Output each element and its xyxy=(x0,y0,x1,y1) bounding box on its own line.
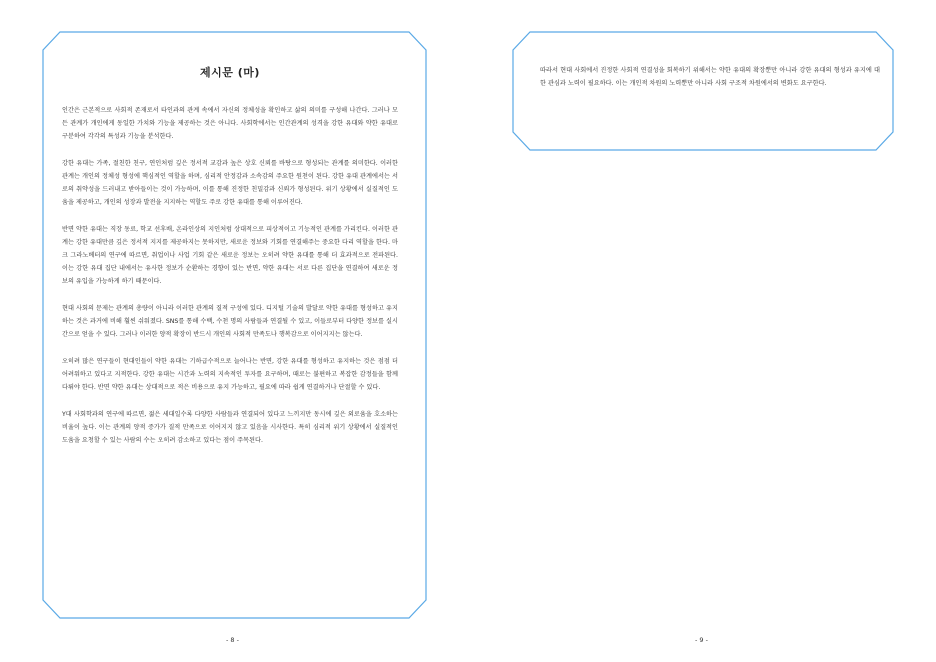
page-title: 제시문 (마) xyxy=(200,66,260,79)
paragraph: 따라서 현대 사회에서 진정한 사회적 연결성을 회복하기 위해서는 약한 유대의 확장뿐만 아니라 강한 유대의 형성과 유지에 대한 관심과 노력이 필요하다. 이는 개인적 차원의 노력뿐만 아니라 사회 구조적 차원에서의 변화도 요구한다. xyxy=(540,67,880,87)
left-page-content xyxy=(62,64,398,604)
paragraph: 오히려 많은 연구들이 현대인들이 약한 유대는 기하급수적으로 늘어나는 반면, 강한 유대를 형성하고 유지하는 것은 점점 더 어려워하고 있다고 지적한다. 강한 유대는 시간과 노력의 지속적인 투자를 요구하며, 때로는 불편하고 복잡한 감정들을 함께 다뤄야 한다. 반면 약한 유대는 상대적으로 적은 비용으로 유지 가능하고, 필요에 따라 쉽게 연결하거나 단절할 수 있다. xyxy=(62,358,398,391)
paragraph: 강한 유대는 가족, 절친한 친구, 연인처럼 깊은 정서적 교감과 높은 상호 신뢰를 바탕으로 형성되는 관계를 의미한다. 이러한 관계는 개인의 정체성 형성에 핵심적인 역할을 하며, 심리적 안정감과 소속감의 주요한 원천이 된다. 강한 유대 관계에서는 서로의 취약성을 드러내고 받아들이는 것이 가능하며, 이를 통해 진정한 친밀감과 신뢰가 형성된다. 위기 상황에서 실질적인 도움을 제공하고, 개인의 성장과 발전을 지지하는 역할도 주로 강한 유대를 통해 이루어진다. xyxy=(62,160,398,206)
page-number-left: - 8 - xyxy=(226,636,239,644)
paragraph: 인간은 근본적으로 사회적 존재로서 타인과의 관계 속에서 자신의 정체성을 확인하고 삶의 의미를 구성해 나간다. 그러나 모든 관계가 개인에게 동일한 가치와 기능을 제공하는 것은 아니다. 사회학에서는 인간관계의 성격을 강한 유대와 약한 유대로 구분하여 각각의 특성과 기능을 분석한다. xyxy=(62,107,398,140)
paragraph: 반면 약한 유대는 직장 동료, 학교 선후배, 온라인상의 지인처럼 상대적으로 피상적이고 기능적인 관계를 가리킨다. 이러한 관계는 강한 유대만큼 깊은 정서적 지지를 제공하지는 못하지만, 새로운 정보와 기회를 연결해주는 중요한 다리 역할을 한다. 마크 그라노베터의 연구에 따르면, 취업이나 사업 기회 같은 새로운 정보는 오히려 약한 유대를 통해 더 효과적으로 전파된다. 이는 강한 유대 집단 내에서는 유사한 정보가 순환하는 경향이 있는 반면, 약한 유대는 서로 다른 집단을 연결하여 새로운 정보의 유입을 가능하게 하기 때문이다. xyxy=(62,226,398,285)
right-page-content xyxy=(540,64,880,90)
paragraph: Y대 사회학과의 연구에 따르면, 젊은 세대일수록 다양한 사람들과 연결되어 있다고 느끼지만 동시에 깊은 외로움을 호소하는 비율이 높다. 이는 관계의 양적 증가가 질적 만족으로 이어지지 않고 있음을 시사한다. 특히 심리적 위기 상황에서 실질적인 도움을 요청할 수 있는 사람의 수는 오히려 감소하고 있다는 점이 주목된다. xyxy=(62,411,398,444)
right-page-frame xyxy=(513,32,893,150)
paragraph: 현대 사회의 문제는 관계의 총량이 아니라 이러한 관계의 질적 구성에 있다. 디지털 기술의 발달로 약한 유대를 형성하고 유지하는 것은 과거에 비해 훨씬 쉬워졌다. SNS를 통해 수백, 수천 명의 사람들과 연결될 수 있고, 이들로부터 다양한 정보를 실시간으로 얻을 수 있다. 그러나 이러한 양적 확장이 반드시 개인의 사회적 만족도나 행복감으로 이어지지는 않는다. xyxy=(62,305,398,338)
page-number-right: - 9 - xyxy=(695,636,708,644)
